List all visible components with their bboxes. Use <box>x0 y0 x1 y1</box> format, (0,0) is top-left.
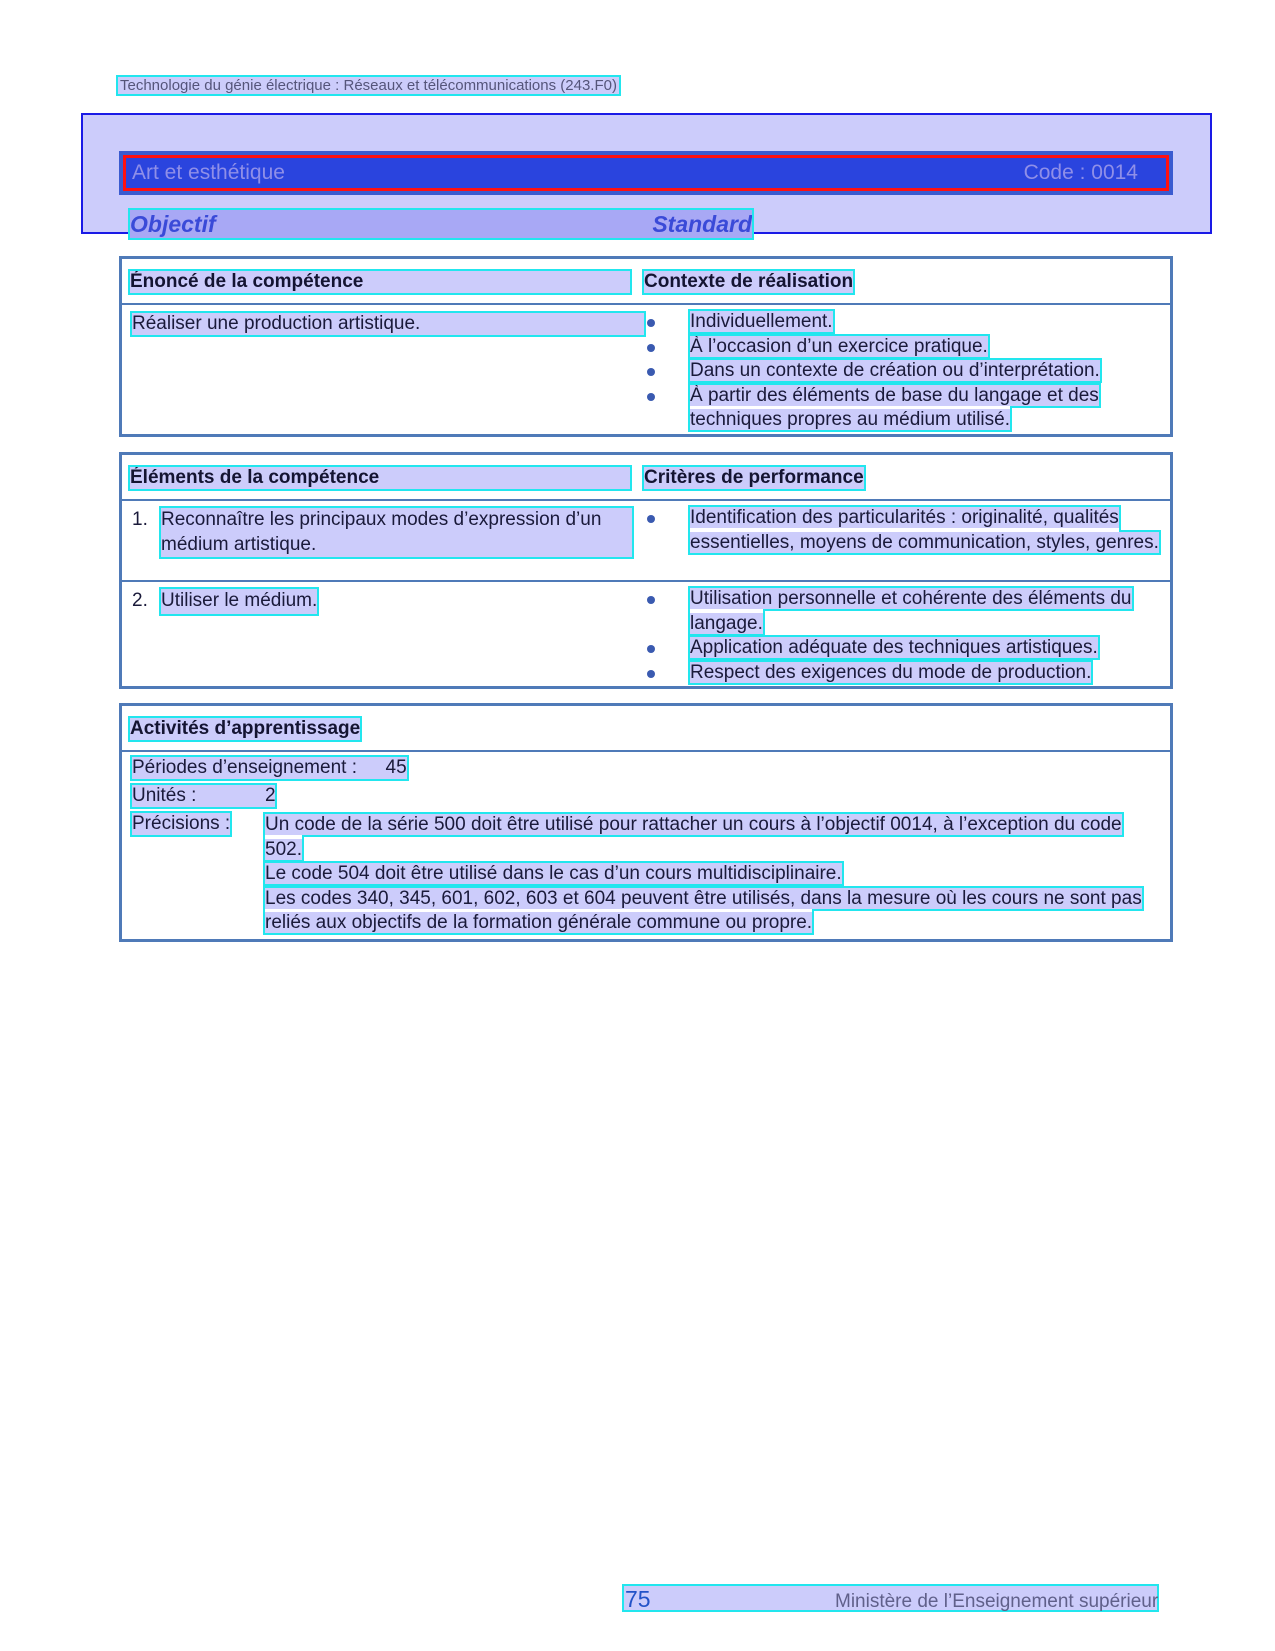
activities-table <box>119 703 1173 942</box>
precision-item: Les codes 340, 345, 601, 602, 603 et 604 peuvent être utilisés, dans la mesure où les cours ne sont pas reliés aux objectifs de la formation générale commune ou propre. <box>265 887 1142 933</box>
context-list <box>644 310 1162 433</box>
bullet-icon <box>647 515 655 523</box>
competence-table <box>119 256 1173 437</box>
objective-title: Art et esthétique <box>132 161 285 184</box>
periods-label: Périodes d’enseignement : <box>132 757 357 778</box>
periods-value: 45 <box>385 757 407 778</box>
table-row <box>122 303 1170 435</box>
precision-item: Un code de la série 500 doit être utilisé pour rattacher un cours à l’objectif 0014, à l’exception du code 502. <box>265 814 1122 860</box>
element-2: 2. Utiliser le médium. <box>132 589 632 614</box>
page-number: 75 <box>625 1586 651 1612</box>
list-item: Dans un contexte de création ou d’interprétation. <box>644 359 1162 384</box>
header-elements: Éléments de la compétence <box>130 467 630 489</box>
column-headings <box>130 210 752 238</box>
elements-table <box>119 452 1173 689</box>
bullet-icon <box>647 344 655 352</box>
criteria-list <box>644 587 1162 685</box>
heading-objective: Objectif <box>130 210 216 237</box>
list-item: Utilisation personnelle et cohérente des éléments du langage. <box>644 587 1162 636</box>
objective-code: Code : 0014 <box>1023 161 1138 184</box>
precisions-text <box>265 813 1156 936</box>
bullet-icon <box>647 645 655 653</box>
list-item: À partir des éléments de base du langage et des techniques propres au médium utilisé. <box>644 384 1162 433</box>
header-criteres: Critères de performance <box>644 467 864 488</box>
units-label: Unités : <box>132 785 197 806</box>
competence-statement: Réaliser une production artistique. <box>132 313 644 335</box>
element-1: 1. Reconnaître les principaux modes d’expression d’un médium artistique. <box>132 508 632 557</box>
precision-item: Le code 504 doit être utilisé dans le cas d’un cours multidisciplinaire. <box>265 863 842 884</box>
list-item: Identification des particularités : originalité, qualités essentielles, moyens de communication, styles, genres. <box>644 506 1162 555</box>
bullet-icon <box>647 368 655 376</box>
periods-line <box>132 757 407 779</box>
precisions-label: Précisions : <box>132 813 231 834</box>
table-header-row <box>122 259 1170 303</box>
running-header: Technologie du génie électrique : Réseaux et télécommunications (243.F0) <box>120 77 617 94</box>
units-line <box>132 785 275 807</box>
list-item: Respect des exigences du mode de production. <box>644 661 1162 686</box>
units-value: 2 <box>265 785 276 806</box>
bullet-icon <box>647 670 655 678</box>
footer-publisher: Ministère de l’Enseignement supérieur <box>835 1591 1159 1612</box>
bullet-icon <box>647 393 655 401</box>
table-row <box>122 499 1170 580</box>
objective-title-bar <box>119 151 1173 195</box>
header-contexte: Contexte de réalisation <box>644 271 854 292</box>
activities-body <box>122 750 1170 938</box>
list-item: Individuellement. <box>644 310 1162 335</box>
header-activites: Activités d’apprentissage <box>130 718 361 739</box>
criteria-list <box>644 506 1162 555</box>
table-row <box>122 580 1170 688</box>
list-item: Application adéquate des techniques artistiques. <box>644 636 1162 661</box>
list-item: À l’occasion d’un exercice pratique. <box>644 335 1162 360</box>
header-enonce: Énoncé de la compétence <box>130 271 630 293</box>
table-header-row <box>122 455 1170 499</box>
bullet-icon <box>647 596 655 604</box>
heading-standard: Standard <box>652 210 752 237</box>
bullet-icon <box>647 319 655 327</box>
table-header-row <box>122 706 1170 750</box>
